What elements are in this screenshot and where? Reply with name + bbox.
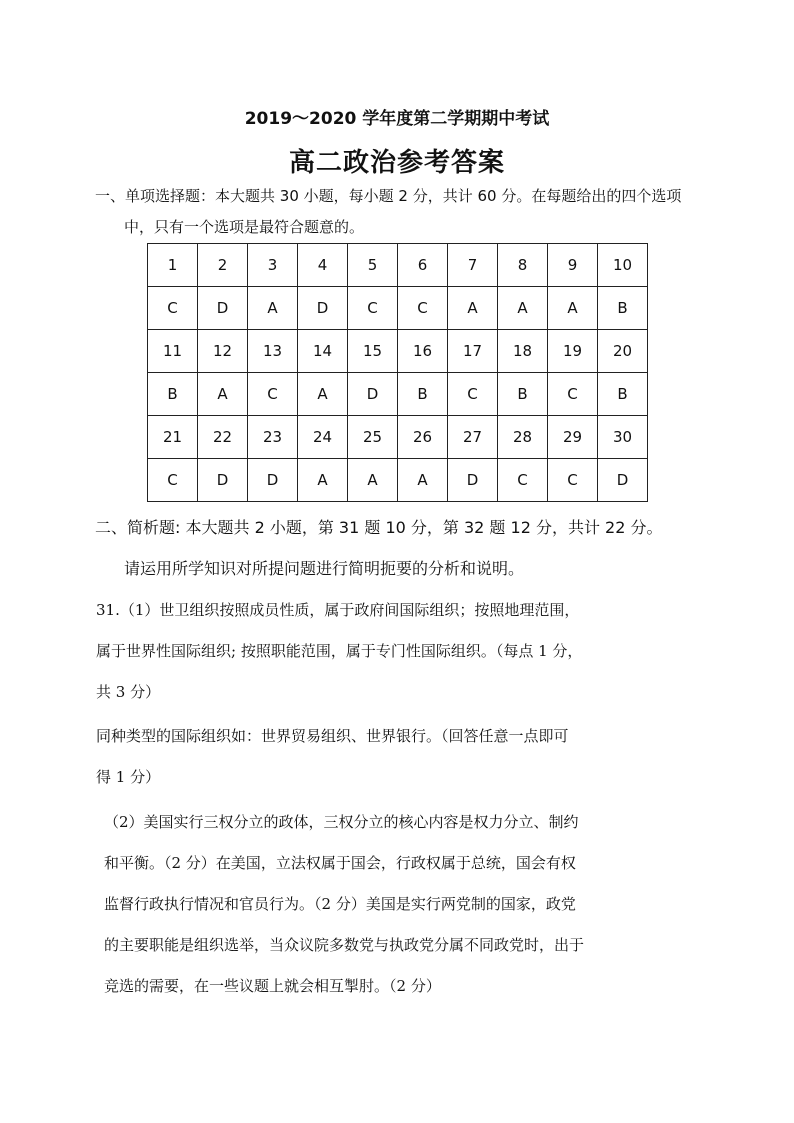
question-number-cell: 4 [298, 244, 348, 287]
answer-cell: D [348, 373, 398, 416]
question-number-cell: 17 [448, 330, 498, 373]
question-number-cell: 27 [448, 416, 498, 459]
answer-cell: C [348, 287, 398, 330]
question-number-cell: 19 [548, 330, 598, 373]
answer-cell: C [148, 459, 198, 502]
answer-cell: A [548, 287, 598, 330]
answer-cell: C [248, 373, 298, 416]
q31-part2-line4: 的主要职能是组织选举，当众议院多数党与执政党分属不同政党时，出于 [104, 936, 585, 954]
question-number-row [148, 416, 648, 459]
answer-cell: A [348, 459, 398, 502]
answer-cell: C [398, 287, 448, 330]
question-number-cell: 18 [498, 330, 548, 373]
answer-cell: B [598, 287, 648, 330]
answer-row [148, 459, 648, 502]
question-number-cell: 10 [598, 244, 648, 287]
q31-part2-line1: （2）美国实行三权分立的政体，三权分立的核心内容是权力分立、制约 [104, 813, 579, 831]
question-number-cell: 6 [398, 244, 448, 287]
q31-part2-line5: 竞选的需要，在一些议题上就会相互掣肘。（2 分） [104, 977, 441, 995]
question-number-cell: 22 [198, 416, 248, 459]
answer-cell: B [498, 373, 548, 416]
answer-cell: D [448, 459, 498, 502]
q31-part1-line1: 31.（1）世卫组织按照成员性质，属于政府间国际组织；按照地理范围， [96, 601, 580, 619]
answer-cell: D [198, 287, 248, 330]
q31-part2-line2: 和平衡。（2 分）在美国，立法权属于国会，行政权属于总统，国会有权 [104, 854, 576, 872]
answer-cell: B [598, 373, 648, 416]
answer-cell: A [248, 287, 298, 330]
answer-key-title: 高二政治参考答案 [288, 148, 505, 178]
answer-table [147, 243, 648, 502]
q31-part1-line2: 属于世界性国际组织; 按照职能范围，属于专门性国际组织。（每点 1 分， [96, 642, 583, 660]
question-number-row [148, 244, 648, 287]
answer-cell: A [398, 459, 448, 502]
answer-cell: A [198, 373, 248, 416]
q31-part1b-line1: 同种类型的国际组织如：世界贸易组织、世界银行。（回答任意一点即可 [96, 727, 569, 745]
answer-cell: D [298, 287, 348, 330]
section2-heading: 二、简析题: 本大题共 2 小题，第 31 题 10 分，第 32 题 12 分，共计 22 分。 [95, 518, 663, 537]
question-number-cell: 9 [548, 244, 598, 287]
question-number-cell: 3 [248, 244, 298, 287]
q31-part1-line3: 共 3 分） [96, 683, 161, 701]
question-number-cell: 16 [398, 330, 448, 373]
question-number-cell: 29 [548, 416, 598, 459]
answer-cell: C [448, 373, 498, 416]
answer-cell: D [598, 459, 648, 502]
question-number-cell: 20 [598, 330, 648, 373]
question-number-cell: 25 [348, 416, 398, 459]
answer-cell: C [548, 373, 598, 416]
answer-cell: B [148, 373, 198, 416]
question-number-cell: 1 [148, 244, 198, 287]
section1-heading: 一、单项选择题：本大题共 30 小题，每小题 2 分，共计 60 分。在每题给出的四个选项 [95, 187, 682, 205]
answer-cell: A [298, 459, 348, 502]
question-number-cell: 5 [348, 244, 398, 287]
answer-cell: D [198, 459, 248, 502]
question-number-cell: 24 [298, 416, 348, 459]
question-number-cell: 30 [598, 416, 648, 459]
question-number-cell: 14 [298, 330, 348, 373]
answer-cell: A [448, 287, 498, 330]
question-number-row [148, 330, 648, 373]
answer-cell: A [298, 373, 348, 416]
question-number-cell: 11 [148, 330, 198, 373]
section2-instruction: 请运用所学知识对所提问题进行简明扼要的分析和说明。 [124, 559, 525, 578]
question-number-cell: 23 [248, 416, 298, 459]
answer-cell: C [498, 459, 548, 502]
answer-cell: C [148, 287, 198, 330]
q31-part1b-line2: 得 1 分） [96, 768, 161, 786]
answer-cell: A [498, 287, 548, 330]
answer-row [148, 287, 648, 330]
answer-cell: C [548, 459, 598, 502]
q31-part2-line3: 监督行政执行情况和官员行为。（2 分）美国是实行两党制的国家，政党 [104, 895, 576, 913]
exam-title: 2019～2020 学年度第二学期期中考试 [244, 109, 550, 129]
question-number-cell: 28 [498, 416, 548, 459]
answer-cell: B [398, 373, 448, 416]
question-number-cell: 26 [398, 416, 448, 459]
answer-row [148, 373, 648, 416]
question-number-cell: 15 [348, 330, 398, 373]
question-number-cell: 12 [198, 330, 248, 373]
question-number-cell: 13 [248, 330, 298, 373]
question-number-cell: 2 [198, 244, 248, 287]
question-number-cell: 21 [148, 416, 198, 459]
question-number-cell: 8 [498, 244, 548, 287]
section1-heading-cont: 中，只有一个选项是最符合题意的。 [124, 218, 365, 236]
answer-cell: D [248, 459, 298, 502]
question-number-cell: 7 [448, 244, 498, 287]
